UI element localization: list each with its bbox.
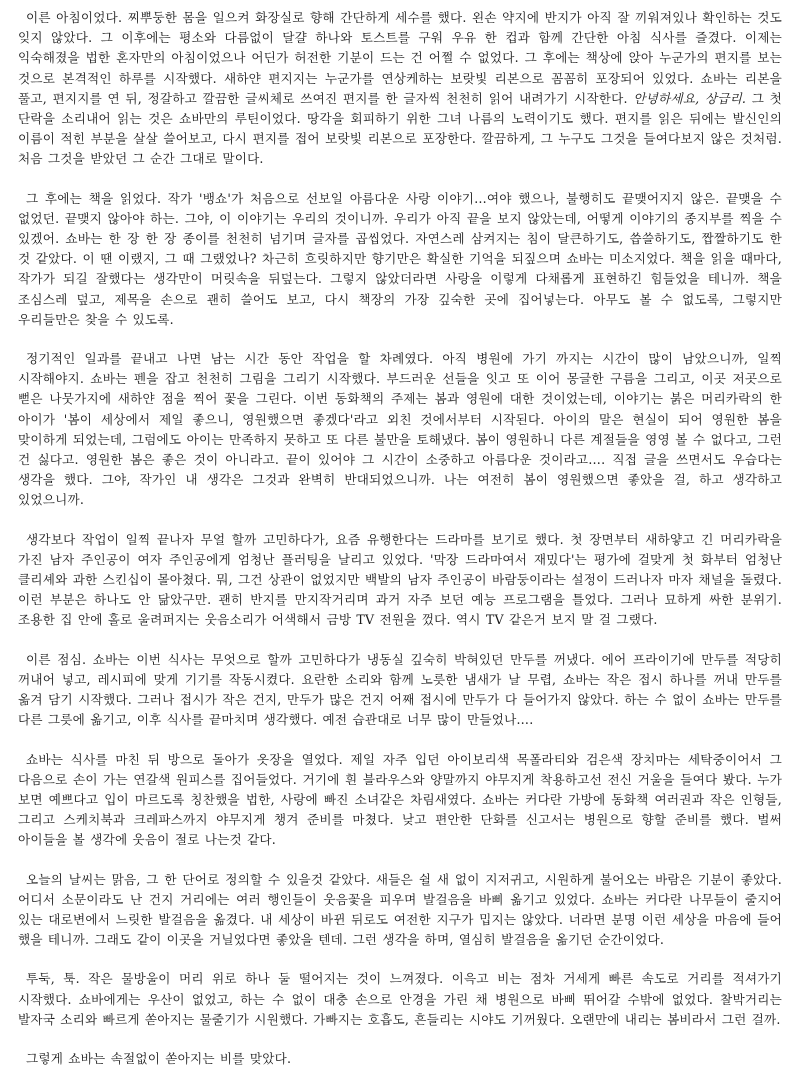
letter-greeting-text: 안녕하세요, 상급리.	[633, 90, 747, 106]
paragraph-watching-drama: 생각보다 작업이 일찍 끝나자 무얼 할까 고민하다가, 요즘 유행한다는 드라마를 보기로 했다. 첫 장면부터 새하얗고 긴 머리카락을 가진 남자 주인공이 여자 주인공에게 엄청난 플러팅을 날리고 있었다. '막장 드라마여서 재밌다'는 평가에 걸맞게 첫 화부터 엄청난 클리셰와 과한 스킨십이 몰아쳤다. 뭐, 그건 상관이 없었지만 백발의 남자 주인공이 바람둥이라는 설정이 드러나자 마자 채널을 돌렸다. 이런 부분은 하나도 안 닮았구만. 괜히 반지를 만지작거리며 과거 자주 보던 예능 프로그램을 틀었다. 그러나 묘하게 싸한 분위기. 조용한 집 안에 홀로 울려퍼지는 웃음소리가 어색해서 금방 TV 전원을 껐다. 역시 TV 같은거 보지 말 걸 그랬다.	[18, 531, 782, 628]
paragraph-rain-begins: 투둑, 툭. 작은 물방울이 머리 위로 하나 둘 떨어지는 것이 느껴졌다. 이윽고 비는 점차 거세게 빠른 속도로 거리를 적셔가기 시작했다. 쇼바에게는 우산이 없었고, 하는 수 없이 대충 손으로 안경을 가린 채 병원으로 바삐 뛰어갈 수밖에 없었다. 찰박거리는 발자국 소리와 빠르게 쏟아지는 물줄기가 시원했다. 가빠지는 호흡도, 흔들리는 시야도 기꺼웠다. 오랜만에 내리는 봄비라서 그런 걸까.	[18, 971, 782, 1027]
paragraph-lunch: 이른 점심. 쇼바는 이번 식사는 무엇으로 할까 고민하다가 냉동실 깊숙히 박혀있던 만두를 꺼냈다. 에어 프라이기에 만두를 적당히 꺼내어 넣고, 레시피에 맞게 기기를 작동시켰다. 요란한 소리와 함께 노릇한 냄새가 날 무렵, 쇼바는 작은 접시 하나를 꺼내 만두를 옮겨 담기 시작했다. 그러나 접시가 작은 건지, 만두가 많은 건지 어째 접시에 만두가 다 들어가지 않았다. 하는 수 없이 쇼바는 만두를 다른 그릇에 옮기고, 이후 식사를 끝마치며 생각했다. 예전 습관대로 너무 많이 만들었나….	[18, 651, 782, 728]
paragraph-morning-routine	[18, 8, 782, 170]
paragraph-reading-book: 그 후에는 책을 읽었다. 작가 '뱅쇼'가 처음으로 선보일 아름다운 사랑 이야기…여야 했으나, 불행히도 끝맺어지지 않은. 끝맺을 수 없었던. 끝맺지 않아야 하는. 그야, 이 이야기는 우리의 것이니까. 우리가 아직 끝을 보지 않았는데, 어떻게 이야기의 종지부를 찍을 수 있겠어. 쇼바는 한 장 한 장 종이를 천천히 넘기며 글자를 곱씹었다. 자연스레 삼켜지는 침이 달큰하기도, 씁쓸하기도, 짭짤하기도 한 것 같았다. 이 땐 이랬지, 그 때 그랬었나? 차근히 흐릿하지만 향기만은 확실한 기억을 되짚으며 쇼바는 미소지었다. 책을 읽을 때마다, 작가가 되길 잘했다는 생각만이 머릿속을 뒤덮는다. 그렇지 않았더라면 사랑을 이렇게 다채롭게 표현하긴 힘들었을 테니까. 책을 조심스레 덮고, 제목을 손으로 괜히 쓸어도 보고, 다시 책장의 가장 깊숙한 곳에 집어넣는다. 아무도 볼 수 없도록, 그렇지만 우리들만은 찾을 수 있도록.	[18, 190, 782, 327]
paragraph-getting-dressed: 쇼바는 식사를 마친 뒤 방으로 돌아가 옷장을 열었다. 제일 자주 입던 아이보리색 목폴라티와 검은색 장치마는 세탁중이어서 그 다음으로 손이 가는 연갈색 원피스를 집어들었다. 거기에 흰 블라우스와 양말까지 야무지게 착용하고선 전신 거울을 들여다 봤다. 누가 보면 예쁘다고 입이 마르도록 칭찬했을 법한, 사랑에 빠진 소녀같은 차림새였다. 쇼바는 커다란 가방에 동화책 여러권과 작은 인형들, 그리고 스케치북과 크레파스까지 야무지게 챙겨 준비를 마쳤다. 낮고 편안한 단화를 신고서는 병원으로 향할 준비를 했다. 벌써 아이들을 볼 생각에 웃음이 절로 나는것 같다.	[18, 751, 782, 848]
paragraph-text: 이른 아침이었다. 찌뿌둥한 몸을 일으켜 화장실로 향해 간단하게 세수를 했다. 왼손 약지에 반지가 아직 잘 끼워져있나 확인하는 것도 잊지 않았다. 그 이후에는 평소와 다름없이 달걀 하나와 토스트를 구워 우유 한 컵과 함께 간단한 아침 식사를 즐겼다. 이제는 익숙해졌을 법한 혼자만의 아침이었으나 어딘가 허전한 기분이 드는 건 어쩔 수 없었다. 그 후에는 책상에 앉아 누군가의 편지를 보는 것으로 본격적인 하루를 시작했다. 새하얀 편지지는 누군가를 연상케하는 보랏빛 리본으로 꼼꼼히 포장되어 있었다. 쇼바는 리본을 풀고, 편지지를 연 뒤, 정갈하고 깔끔한 글씨체로 쓰여진 편지를 한 글자씩 천천히 읽어 내려가기 시작한다.	[18, 10, 782, 106]
paragraph-closing-line: 그렇게 쇼바는 속절없이 쏟아지는 비를 맞았다.	[26, 1050, 292, 1066]
paragraph-drawing-work: 정기적인 일과를 끝내고 나면 남는 시간 동안 작업을 할 차례였다. 아직 병원에 가기 까지는 시간이 많이 남았으니까, 일찍 시작해야지. 쇼바는 펜을 잡고 천천히 그림을 그리기 시작했다. 부드러운 선들을 잇고 또 이어 몽글한 구름을 그리고, 이곳 저곳으로 뻗은 나뭇가지에 새하얀 점을 찍어 꽃을 그린다. 이번 동화책의 주제는 봄과 영원에 대한 것이었는데, 이야기는 붉은 머리카락의 한 아이가 '봄이 세상에서 제일 좋으니, 영원했으면 좋겠다'라고 외친 것에서부터 시작된다. 아이의 말은 현실이 되어 영원한 봄을 맞이하게 되었는데, 그럼에도 아이는 만족하지 못하고 또 다른 불만을 토해냈다. 봄이 영원하니 다른 계절들을 영영 볼 수 없다고, 그런 건 싫다고. 영원한 봄은 좋은 것이 아니라고. 끝이 있어야 그 시간이 소중하고 아름다운 것이라고…. 직접 글을 쓰면서도 우습다는 생각을 했다. 그야, 작가인 내 생각은 그것과 완벽히 반대되었으니까. 나는 여전히 봄이 영원했으면 좋았을 걸, 하고 생각하고 있었으니까.	[18, 351, 782, 508]
paragraph-walking-outside: 오늘의 날씨는 맑음, 그 한 단어로 정의할 수 있을것 같았다. 새들은 쉴 새 없이 지저귀고, 시원하게 불어오는 바람은 기분이 좋았다. 어디서 소문이라도 난 건지 거리에는 여러 행인들이 웃음꽃을 피우며 발걸음을 바삐 옮기고 있었다. 쇼바는 커다란 나무들이 줄지어 있는 대로변에서 느릿한 발걸음을 옮겼다. 내 세상이 바뀐 뒤로도 여전한 지구가 밉지는 않았다. 너라면 분명 이런 세상을 마음에 들어 했을 테니까. 그래도 같이 이곳을 거닐었다면 좋았을 텐데. 그런 생각을 하며, 열심히 발걸음을 옮기던 순간이었다.	[18, 871, 782, 948]
paragraph-text: 그 첫 단락을 소리내어 읽는 것은 쇼바만의 루틴이었다. 땅각을 회피하기 위한 그녀 나름의 노력이기도 했다. 편지를 읽은 뒤에는 발신인의 이름이 적힌 부분을 살살 쓸어보고, 다시 편지를 접어 보랏빛 리본으로 포장한다. 깔끔하게, 그 누구도 그것을 들여다보지 않은 것처럼. 처음 그것을 받았던 그 순간 그대로 말이다.	[18, 90, 782, 167]
